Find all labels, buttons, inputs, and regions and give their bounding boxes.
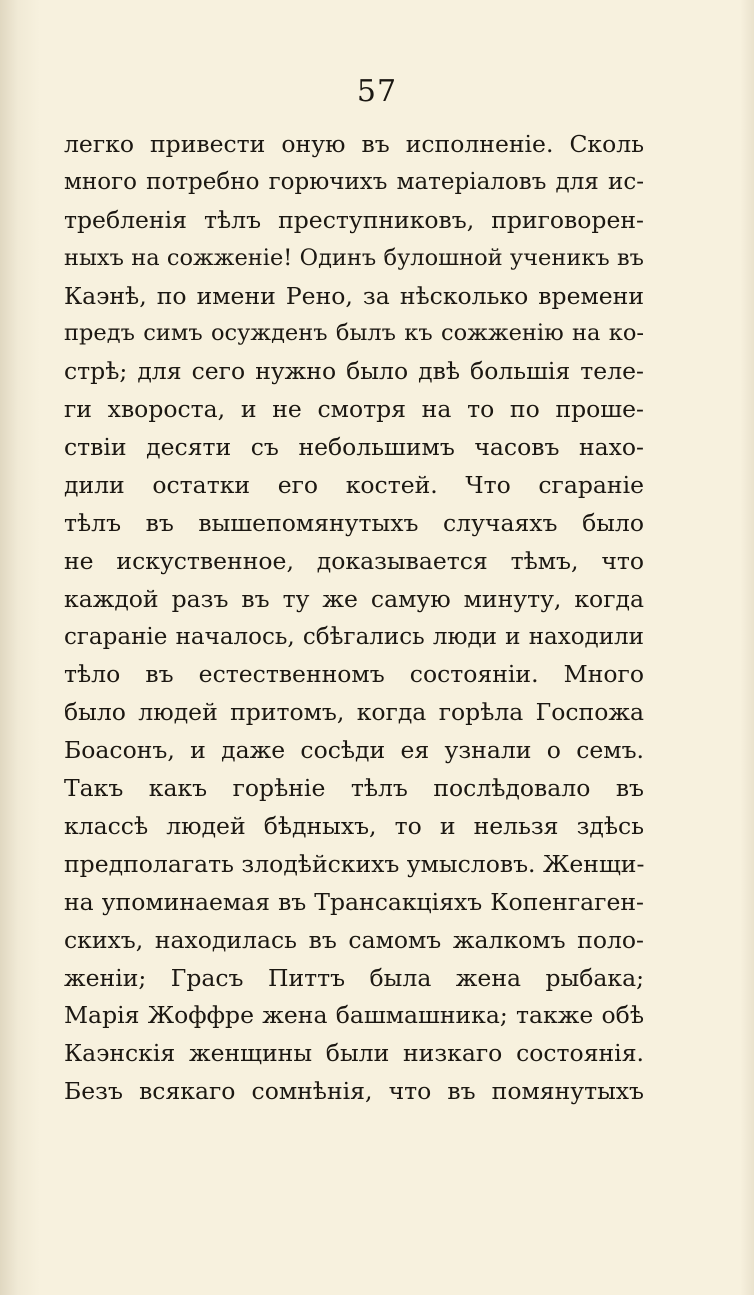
text-line: Каэнскія женщины были низкаго состоянія. (64, 1039, 644, 1068)
text-line: дили остатки его костей. Что сгараніе (64, 471, 644, 500)
text-line: классѣ людей бѣдныхъ, то и нельзя здѣсь (64, 812, 644, 841)
text-line: не искуственное, доказывается тѣмъ, что (64, 546, 644, 575)
text-line: ныхъ на сожженіе! Одинъ булошной ученикъ въ (64, 244, 644, 271)
text-line: ствіи десяти съ небольшимъ часовъ нахо- (64, 433, 644, 462)
text-line: стрѣ; для сего нужно было двѣ большія теле- (64, 357, 644, 386)
text-line: каждой разъ въ ту же самую минуту, когда (64, 584, 644, 613)
text-line: тѣлъ въ вышепомянутыхъ случаяхъ было (64, 508, 644, 537)
text-line: требленія тѣлъ преступниковъ, приговорен- (64, 205, 644, 234)
text-line: Безъ всякаго сомнѣнія, что въ помянутыхъ (64, 1077, 644, 1106)
text-line: тѣло въ естественномъ состояніи. Много (64, 660, 644, 689)
body-text (64, 126, 644, 1111)
text-line: ги хвороста, и не смотря на то по проше- (64, 395, 644, 424)
text-line: Боасонъ, и даже сосѣди ея узнали о семъ. (64, 736, 644, 765)
text-line: легко привести оную въ исполненіе. Сколь (64, 130, 644, 158)
text-line: на упоминаемая въ Трансакціяхъ Копенгаген- (64, 887, 644, 916)
text-line: Такъ какъ горѣніе тѣлъ послѣдовало въ (64, 774, 644, 803)
text-line: много потребно горючихъ матеріаловъ для ис- (64, 168, 644, 195)
page-number: 57 (356, 74, 398, 109)
text-line: было людей притомъ, когда горѣла Госпожа (64, 698, 644, 727)
text-line: сгараніе началось, сбѣгались люди и находили (64, 623, 644, 650)
text-line: женіи; Грасъ Питтъ была жена рыбака; (64, 963, 644, 992)
text-line: скихъ, находилась въ самомъ жалкомъ поло- (64, 925, 644, 954)
text-line: Марія Жоффре жена башмашника; также обѣ (64, 1001, 644, 1030)
text-line: Каэнѣ, по имени Рено, за нѣсколько времени (64, 281, 644, 310)
text-line: предполагать злодѣйскихъ умысловъ. Женщи- (64, 849, 644, 878)
text-line: предъ симъ осужденъ былъ къ сожженію на ко- (64, 320, 644, 347)
